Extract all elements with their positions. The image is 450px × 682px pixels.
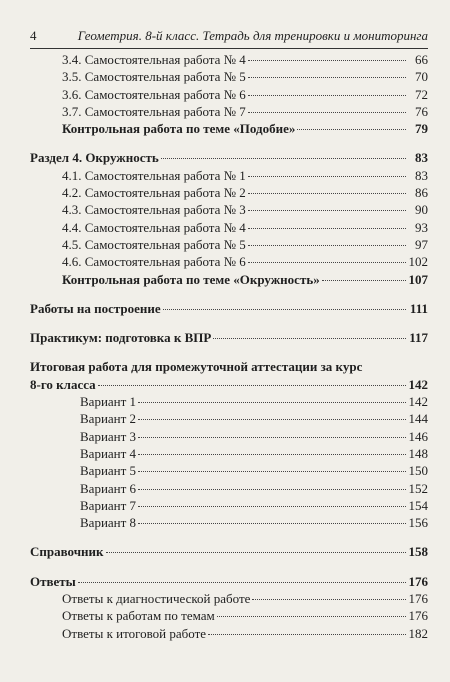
toc-entry-test[interactable]: Контрольная работа по теме «Подобие» 79 <box>62 121 428 137</box>
toc-entry[interactable]: 4.6. Самостоятельная работа № 6 102 <box>62 254 428 270</box>
toc-entry[interactable]: 3.5. Самостоятельная работа № 5 70 <box>62 69 428 85</box>
toc-entry[interactable]: 3.4. Самостоятельная работа № 4 66 <box>62 52 428 67</box>
toc-final-title: Итоговая работа для промежуточной аттестации за курс <box>30 359 363 375</box>
toc-section-4[interactable]: Раздел 4. Окружность 83 <box>30 150 428 166</box>
table-of-contents <box>30 51 428 642</box>
toc-entry[interactable]: Ответы к работам по темам 176 <box>62 608 428 624</box>
toc-entry-test[interactable]: Контрольная работа по теме «Окружность» 107 <box>62 271 428 287</box>
toc-variant[interactable]: Вариант 4 148 <box>80 445 428 461</box>
toc-variant[interactable]: Вариант 8 156 <box>80 515 428 531</box>
toc-construction[interactable]: Работы на построение 111 <box>30 300 428 316</box>
toc-variant[interactable]: Вариант 5 150 <box>80 463 428 479</box>
toc-entry[interactable]: Ответы к диагностической работе 176 <box>62 591 428 607</box>
toc-entry[interactable]: 4.4. Самостоятельная работа № 4 93 <box>62 219 428 235</box>
toc-variant[interactable]: Вариант 2 144 <box>80 411 428 427</box>
toc-entry[interactable]: 3.7. Самостоятельная работа № 7 76 <box>62 103 428 119</box>
toc-variant[interactable]: Вариант 6 152 <box>80 480 428 496</box>
toc-entry[interactable]: 4.3. Самостоятельная работа № 3 90 <box>62 202 428 218</box>
toc-practicum[interactable]: Практикум: подготовка к ВПР 117 <box>30 330 428 346</box>
toc-variant[interactable]: Вариант 3 146 <box>80 428 428 444</box>
toc-variant[interactable]: Вариант 1 142 <box>80 394 428 410</box>
toc-entry[interactable]: 3.6. Самостоятельная работа № 6 72 <box>62 86 428 102</box>
book-title: Геометрия. 8-й класс. Тетрадь для тренировки и мониторинга <box>77 28 428 43</box>
toc-entry[interactable]: 4.2. Самостоятельная работа № 2 86 <box>62 185 428 201</box>
toc-entry[interactable]: 4.1. Самостоятельная работа № 1 83 <box>62 167 428 183</box>
toc-final[interactable]: 8-го класса 142 <box>30 376 428 392</box>
toc-entry[interactable]: Ответы к итоговой работе 182 <box>62 625 428 641</box>
running-header <box>30 28 428 49</box>
toc-variant[interactable]: Вариант 7 154 <box>80 497 428 513</box>
toc-reference[interactable]: Справочник 158 <box>30 544 428 560</box>
toc-answers[interactable]: Ответы 176 <box>30 573 428 589</box>
page-number: 4 <box>30 28 37 43</box>
toc-entry[interactable]: 4.5. Самостоятельная работа № 5 97 <box>62 236 428 252</box>
